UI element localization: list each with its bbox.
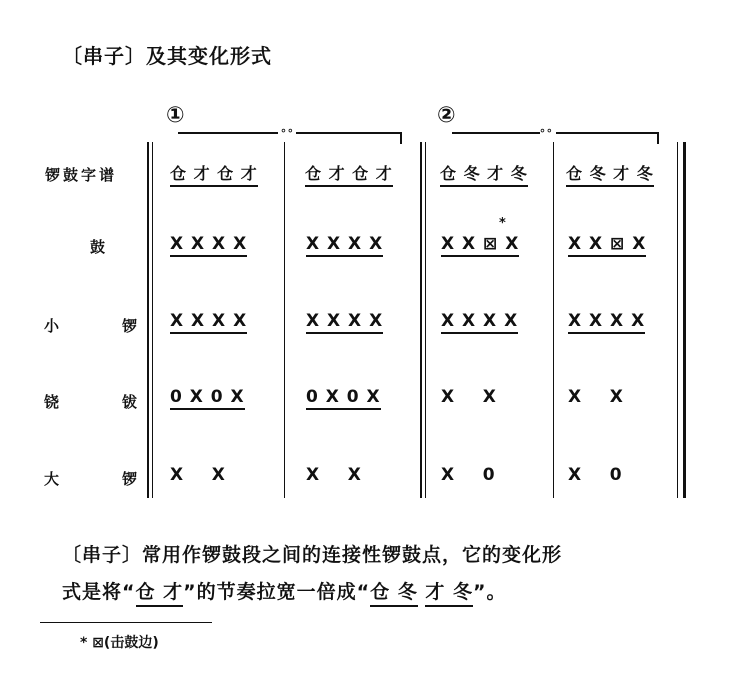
note-rhythm-b: 仓 冬 [370, 577, 418, 607]
drum-measure-4: X X ⊠ X [568, 234, 646, 257]
barline-3 [553, 142, 554, 498]
note-rhythm-c: 才 冬 [425, 577, 473, 607]
barline-1 [284, 142, 285, 498]
repeat-bracket-2b [556, 132, 658, 134]
row-label-cymbal-a: 铙 [44, 393, 60, 411]
small-gong-measure-2: X X X X [306, 311, 383, 334]
row-label-big-gong-a: 大 [44, 470, 60, 488]
system-bar-left [147, 142, 149, 498]
repeat-bracket-2a [452, 132, 540, 134]
big-gong-measure-1: X X [170, 465, 226, 485]
small-gong-measure-3: X X X X [441, 311, 518, 334]
section-marker-2: ② [437, 103, 456, 128]
cymbal-measure-3: X X [441, 387, 497, 407]
barline-2a [420, 142, 422, 498]
drum-measure-2: X X X X [306, 234, 383, 257]
row-label-score: 锣鼓字谱 [45, 166, 118, 184]
page-title: 〔串子〕及其变化形式 [62, 44, 272, 68]
drum-measure-1: X X X X [170, 234, 247, 257]
note-line-2-mid: ”的节奏拉宽一倍成“ [183, 581, 371, 603]
row-label-small-gong-b: 锣 [122, 317, 138, 335]
cymbal-measure-1: 0 X 0 X [170, 387, 245, 410]
row-label-drum: 鼓 [90, 238, 106, 256]
footnote-rule [40, 622, 212, 623]
cymbal-measure-2: 0 X 0 X [306, 387, 381, 410]
note-line-1: 〔串子〕常用作锣鼓段之间的连接性锣鼓点，它的变化形 [62, 544, 563, 566]
note-line-2-pre: 式是将“ [62, 581, 136, 603]
row-label-cymbal-b: 钹 [122, 393, 138, 411]
barline-end-thick [683, 142, 686, 498]
note-line-2 [62, 577, 506, 607]
section-marker-1: ① [166, 103, 185, 128]
note-line-2-post: ”。 [472, 581, 507, 603]
drum-measure-3: X X ⊠ X [441, 234, 519, 257]
score-measure-4: 仓 冬 才 冬 [566, 161, 654, 187]
repeat-dots-2: ∘∘ [539, 124, 553, 137]
small-gong-measure-4: X X X X [568, 311, 645, 334]
repeat-bracket-1-end [400, 132, 402, 144]
footnote: * ⊠(击鼓边) [80, 635, 159, 651]
big-gong-measure-4: X 0 [568, 465, 623, 485]
barline-end-thin [677, 142, 678, 498]
repeat-bracket-1b [296, 132, 400, 134]
big-gong-measure-2: X X [306, 465, 362, 485]
small-gong-measure-1: X X X X [170, 311, 247, 334]
barline-2b [425, 142, 426, 498]
score-measure-3: 仓 冬 才 冬 [440, 161, 528, 187]
repeat-bracket-2-end [657, 132, 659, 144]
repeat-dots-1: ∘∘ [280, 124, 294, 137]
row-label-small-gong-a: 小 [44, 317, 60, 335]
repeat-bracket-1a [178, 132, 278, 134]
score-measure-1: 仓 才 仓 才 [170, 161, 258, 187]
note-rhythm-a: 仓 才 [136, 577, 184, 607]
system-bar-left-thin [152, 142, 153, 498]
score-measure-2: 仓 才 仓 才 [305, 161, 393, 187]
big-gong-measure-3: X 0 [441, 465, 496, 485]
footnote-star: * [499, 216, 506, 231]
row-label-big-gong-b: 锣 [122, 470, 138, 488]
cymbal-measure-4: X X [568, 387, 624, 407]
